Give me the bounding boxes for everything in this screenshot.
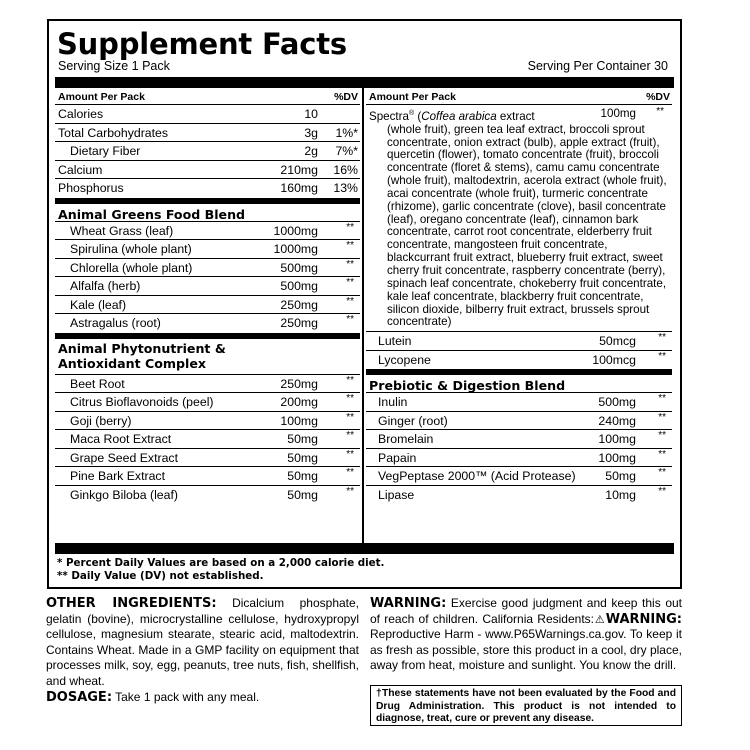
ingredient-amount: 1000mg: [273, 242, 318, 256]
ingredient-row: [55, 467, 360, 486]
ingredient-dv: **: [658, 485, 666, 497]
supplement-facts-panel: [47, 19, 682, 589]
footnote-dv-calorie: * Percent Daily Values are based on a 2,000 calorie diet.: [57, 557, 385, 569]
nutrient-name: Calories: [58, 107, 104, 121]
ingredient-dv: **: [658, 430, 666, 442]
nutrient-row-carbohydrates: [55, 124, 360, 143]
footnote-dv-not-established: ** Daily Value (DV) not established.: [57, 570, 264, 582]
panel-title: Supplement Facts: [57, 27, 347, 61]
ingredient-row: [366, 467, 672, 486]
ingredient-name: Ginger (root): [378, 413, 448, 428]
ingredient-name: Kale (leaf): [70, 297, 127, 312]
ingredient-dv: **: [658, 393, 666, 405]
spectra-dv: **: [656, 106, 664, 117]
ingredient-amount: 100mg: [598, 432, 636, 447]
ingredient-dv: **: [346, 430, 354, 441]
registered-mark: ®: [408, 110, 415, 117]
ingredient-name: Alfalfa (herb): [70, 279, 141, 293]
nutrient-row-fiber: [55, 142, 360, 161]
ingredient-name: Wheat Grass (leaf): [70, 223, 174, 238]
ingredient-name: Lutein: [378, 334, 412, 349]
ingredient-dv: **: [346, 240, 354, 251]
ingredient-amount: 50mg: [287, 487, 318, 502]
nutrient-name: Total Carbohydrates: [58, 125, 169, 140]
spectra-amount: 100mg: [600, 107, 636, 120]
ingredient-dv: **: [346, 277, 354, 288]
phyto-complex-title: [55, 339, 360, 375]
ingredient-row: [55, 449, 360, 468]
right-column-header: [366, 88, 672, 105]
ingredient-dv: **: [346, 393, 354, 404]
ingredient-name: Grape Seed Extract: [70, 450, 178, 465]
ingredient-dv: **: [658, 448, 666, 460]
servings-per-container: Serving Per Container 30: [527, 59, 668, 73]
ingredient-name: Beet Root: [70, 376, 125, 391]
nutrient-amount: 10: [304, 107, 318, 121]
amount-header: Amount Per Pack: [369, 91, 456, 103]
dosage-label: DOSAGE:: [46, 690, 113, 705]
ingredient-row: [366, 486, 672, 505]
spectra-latin-name: Coffea arabica: [421, 109, 497, 123]
ingredient-name: Ginkgo Biloba (leaf): [70, 487, 178, 502]
left-column: [55, 88, 360, 504]
warning-label: WARNING:: [370, 596, 447, 611]
ingredient-name: Maca Root Extract: [70, 432, 172, 446]
ingredient-row: [55, 314, 360, 333]
ingredient-dv: **: [346, 411, 354, 423]
ingredient-amount: 200mg: [280, 395, 318, 409]
ingredient-row: [366, 393, 672, 412]
nutrient-row-calcium: [55, 161, 360, 180]
ingredient-amount: 50mg: [287, 450, 318, 465]
ingredient-amount: 500mg: [280, 279, 318, 293]
other-ingredients: [46, 596, 359, 690]
other-ingredients-text: Dicalcium phosphate, gelatin (bovine), microcrystalline cellulose, hydroxypropyl cellulose, magnesium stearate, stearic acid, maltodextrin. Contains Wheat. Made in a GMP facility on equipment that processes milk, soy, egg, peanuts, tree nuts, fish, shellfish, and wheat.: [46, 596, 360, 688]
ingredient-row: [55, 393, 360, 412]
ingredient-row: [366, 449, 672, 468]
phyto-title-line1: Animal Phytonutrient &: [58, 340, 226, 356]
ingredient-dv: **: [658, 332, 666, 344]
warning-block: [370, 596, 682, 674]
ingredient-amount: 250mg: [280, 376, 318, 391]
ingredient-amount: 240mg: [598, 413, 636, 428]
ingredient-row: [55, 296, 360, 315]
bottom-divider-bar: [55, 543, 674, 554]
nutrient-dv: 1%*: [335, 125, 358, 140]
ingredient-name: Spirulina (whole plant): [70, 242, 192, 256]
ingredient-name: Astragalus (root): [70, 316, 161, 330]
ingredient-dv: **: [346, 467, 354, 478]
ingredient-row: [55, 240, 360, 259]
ingredient-name: Papain: [378, 450, 417, 465]
ingredient-dv: **: [346, 448, 354, 460]
nutrient-amount: 2g: [304, 144, 318, 158]
spectra-name: Spectra: [369, 109, 409, 123]
ingredient-dv: **: [658, 350, 666, 362]
ingredient-amount: 100mg: [598, 450, 636, 465]
ingredient-row: [55, 486, 360, 505]
spectra-blend: [366, 105, 672, 332]
ingredient-row: [366, 351, 672, 370]
nutrient-amount: 3g: [304, 125, 318, 140]
ingredient-amount: 10mg: [605, 487, 636, 502]
nutrient-row-phosphorus: [55, 179, 360, 198]
nutrient-dv: 7%*: [335, 144, 358, 158]
nutrient-dv: 16%: [333, 162, 358, 177]
ingredient-name: Pine Bark Extract: [70, 469, 165, 483]
ingredient-name: Lycopene: [378, 352, 431, 367]
ingredient-name: Lipase: [378, 487, 415, 502]
ingredient-amount: 50mg: [287, 469, 318, 483]
ingredient-amount: 1000mg: [273, 223, 318, 238]
phyto-title-line2: Antioxidant Complex: [58, 355, 207, 371]
spectra-description: (whole fruit), green tea leaf extract, broccoli sprout concentrate, onion extract (bulb), apple extract (fruit), quercetin (flower), tomato concentrate (fruit), broccoli concentrate (floret & stems), camu camu concentrate (whole fruit), maltodextrin, acerola extract (whole fruit), acai concentrate (whole fruit), turmeric concentrate (rhizome), garlic concentrate (clove), basil concentrate (leaf), oregano concentrate (leaf), cinnamon bark concentrate, carrot root concentrate, elderberry fruit concentrate, mangosteen fruit concentrate, blackcurrant fruit extract, blueberry fruit extract, sweet cherry fruit concentrate, raspberry concentrate (berry), spinach leaf concentrate, chokeberry fruit concentrate, kale leaf concentrate, blackberry fruit concentrate, silicon dioxide, bilberry fruit extract, brussels sprout concentrate): [387, 122, 667, 329]
ingredient-dv: **: [346, 485, 354, 497]
ingredient-name: VegPeptase 2000™ (Acid Protease): [378, 469, 576, 484]
column-divider: [362, 88, 364, 543]
ingredient-row: [55, 222, 360, 241]
amount-header: Amount Per Pack: [58, 91, 145, 103]
warning-text-1: Exercise good judgment and keep this out of reach of children. California Residents:: [370, 596, 682, 626]
animal-greens-title: Animal Greens Food Blend: [55, 204, 360, 222]
dosage-text: Take 1 pack with any meal.: [112, 690, 260, 704]
ingredient-row: [55, 375, 360, 394]
ingredient-row: [366, 412, 672, 431]
fda-disclaimer: †These statements have not been evaluated by the Food and Drug Administration. This product is not intended to diagnose, treat, cure or prevent any disease.: [370, 685, 682, 726]
footnotes: [57, 557, 384, 583]
ingredient-dv: **: [346, 295, 354, 307]
ingredient-amount: 50mg: [605, 469, 636, 484]
ingredient-amount: 100mcg: [592, 352, 636, 367]
left-column-header: [55, 88, 360, 105]
ingredient-row: [55, 277, 360, 296]
ingredient-row: [366, 430, 672, 449]
spectra-head: Spectra® (Coffea arabica extract 100mg **: [369, 106, 664, 123]
ingredient-amount: 50mg: [287, 432, 318, 446]
nutrient-name: Calcium: [58, 162, 103, 177]
prebiotic-title: Prebiotic & Digestion Blend: [366, 375, 672, 393]
ingredient-row: [55, 412, 360, 431]
ingredient-row: [366, 332, 672, 351]
spectra-name-suffix: extract: [496, 109, 535, 123]
ingredient-row: [55, 430, 360, 449]
ingredient-name: Goji (berry): [70, 413, 132, 428]
nutrient-dv: 13%: [333, 181, 358, 195]
nutrient-amount: 210mg: [280, 162, 318, 177]
ingredient-amount: 500mg: [598, 395, 636, 410]
ingredient-dv: **: [346, 314, 354, 325]
ingredient-amount: 250mg: [280, 316, 318, 330]
ingredient-amount: 250mg: [280, 297, 318, 312]
dv-header: %DV: [334, 91, 358, 103]
right-column: [366, 88, 672, 504]
ingredient-name: Bromelain: [378, 432, 434, 447]
ingredient-dv: **: [346, 258, 354, 270]
ingredient-amount: 100mg: [280, 413, 318, 428]
ingredient-row: [55, 259, 360, 278]
nutrient-row-calories: [55, 105, 360, 124]
ingredient-name: Chlorella (whole plant): [70, 260, 193, 275]
top-divider-bar: [55, 77, 674, 88]
warning-text-2: Reproductive Harm - www.P65Warnings.ca.gov. To keep it as fresh as possible, store this product in a cool, dry place, away from heat, moisture and sunlight. You know the drill.: [370, 627, 682, 673]
ingredient-dv: **: [346, 374, 354, 386]
dosage: [46, 690, 259, 705]
ingredient-dv: **: [346, 221, 354, 233]
serving-size: Serving Size 1 Pack: [58, 59, 170, 73]
warning-label-2: WARNING:: [605, 611, 682, 627]
ingredient-name: Citrus Bioflavonoids (peel): [70, 395, 214, 409]
ingredient-amount: 50mcg: [599, 334, 636, 349]
nutrient-amount: 160mg: [280, 181, 318, 195]
ingredient-dv: **: [658, 411, 666, 423]
warning-triangle-icon: ⚠: [594, 612, 606, 626]
ingredient-amount: 500mg: [280, 260, 318, 275]
other-ingredients-label: OTHER INGREDIENTS:: [46, 596, 217, 611]
ingredient-name: Inulin: [378, 395, 408, 410]
nutrient-name: Phosphorus: [58, 181, 124, 195]
ingredient-dv: **: [658, 467, 666, 479]
dv-header: %DV: [646, 91, 670, 103]
nutrient-name: Dietary Fiber: [70, 144, 141, 158]
